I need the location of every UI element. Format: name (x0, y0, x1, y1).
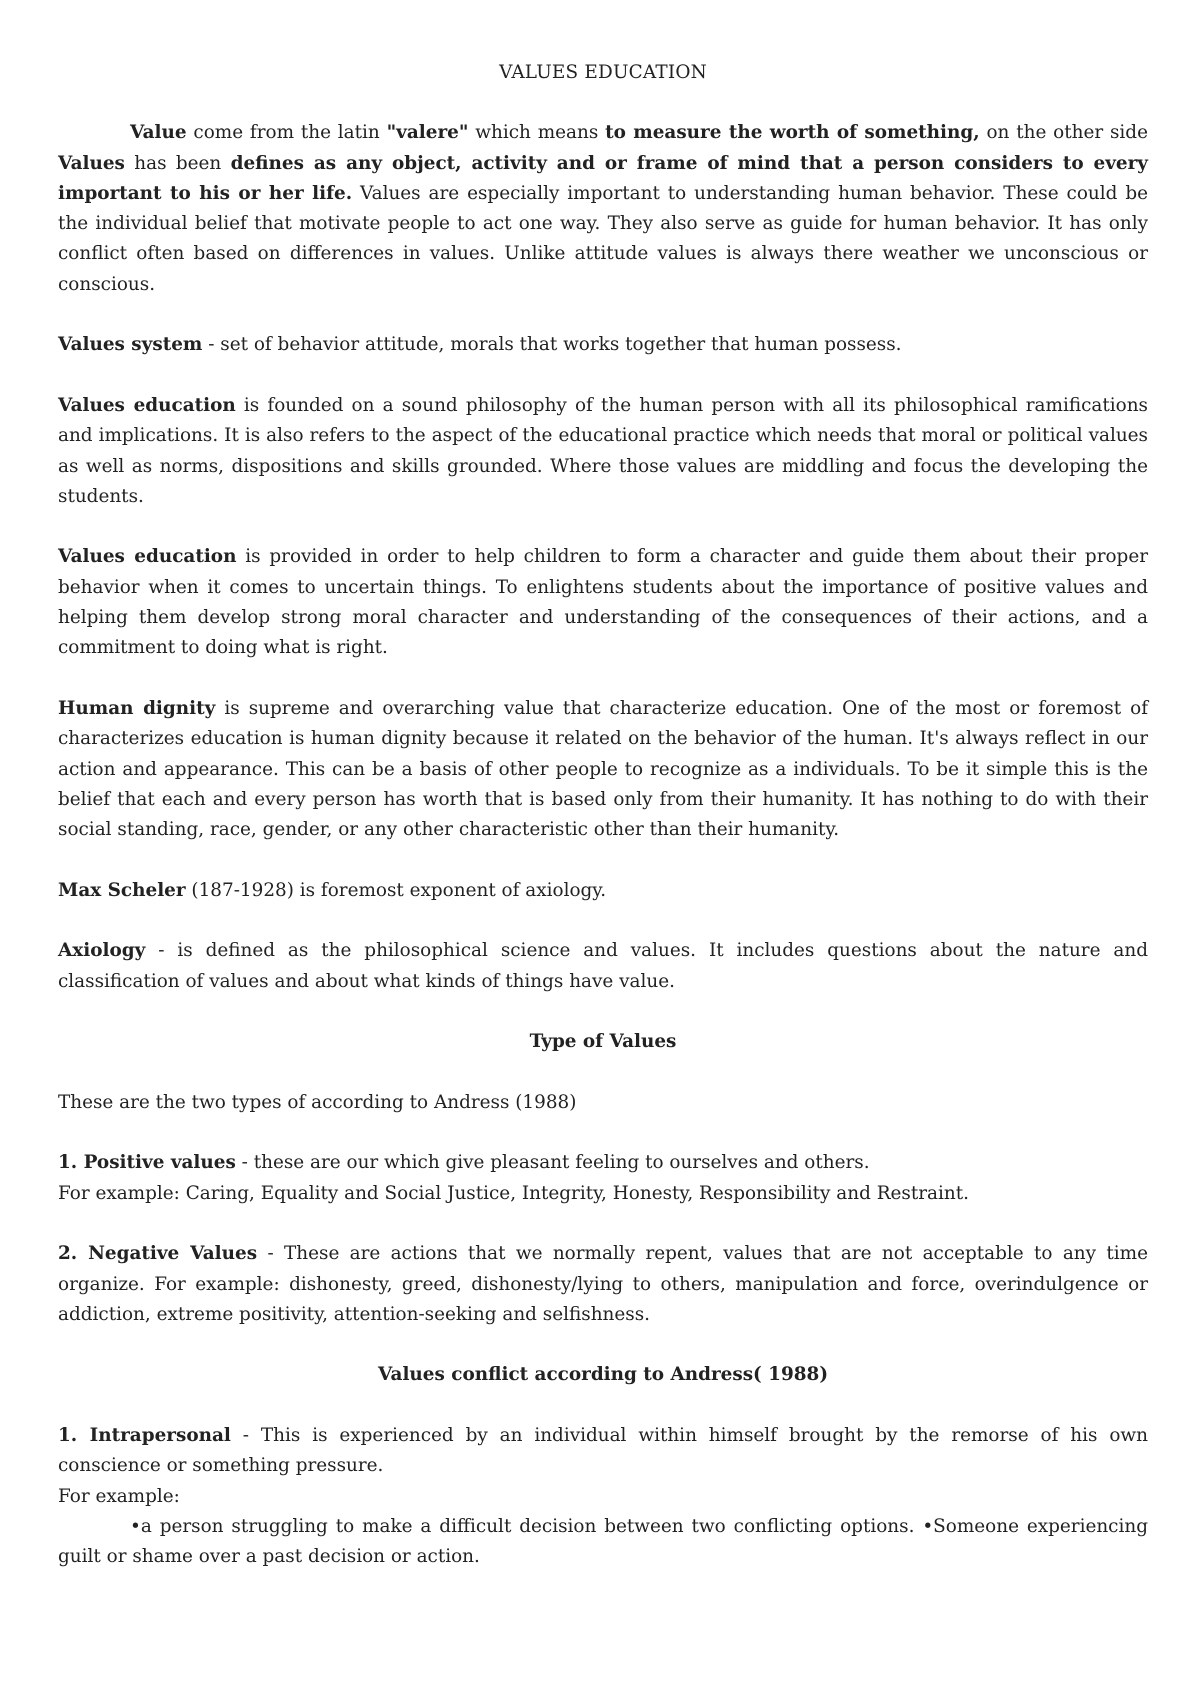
item-positive-values (58, 1148, 1148, 1178)
text-segment: which means (468, 122, 606, 144)
paragraph-value-definition (58, 118, 1148, 300)
heading-type-of-values: Type of Values (529, 1031, 677, 1053)
text-segment: - These are actions that we normally repent, values that are not acceptable to any time organize. For example: dishonesty, greed, dishonesty/lying to others, manipulation and force, overindulgence or addiction, extreme positivity, attention-seeking and selfishness. (58, 1243, 1148, 1325)
text-segment: come from the latin (186, 122, 387, 144)
term-values-education: Values education (58, 546, 237, 568)
term-values-system: Values system (58, 334, 203, 356)
text-segment: has been (124, 152, 231, 174)
term-values-education: Values education (58, 394, 236, 416)
term-human-dignity: Human dignity (58, 697, 216, 719)
text-segment: is supreme and overarching value that characterize education. One of the most or foremost of characterizes education is human dignity because it related on the behavior of the human. It's always reflect in our action and appearance. This can be a basis of other people to recognize as a individuals. To be it simple this is the belief that each and every person has worth that is based only from their humanity. It has nothing to do with their social standing, race, gender, or any other characteristic other than their humanity. (58, 697, 1148, 841)
text-segment: is provided in order to help children to form a character and guide them about their proper behavior when it comes to uncertain things. To enlightens students about the importance of positive values and helping them develop strong moral character and understanding of the consequences of their actions, and a commitment to doing what is right. (58, 546, 1148, 659)
term-positive-values: 1. Positive values (58, 1152, 236, 1174)
paragraph-axiology (58, 936, 1148, 997)
phrase-values-definition: defines as any object, activity and or frame of mind that a person considers to every important to his or her life. (58, 152, 1148, 204)
paragraph-types-intro: These are the two types of according to Andress (1988) (58, 1091, 577, 1113)
item-intrapersonal (58, 1421, 1148, 1482)
term-valere: "valere" (386, 122, 469, 144)
paragraph-human-dignity (58, 694, 1148, 845)
term-values: Values (58, 152, 125, 174)
heading-values-conflict: Values conflict according to Andress( 1988) (377, 1364, 829, 1386)
term-axiology: Axiology (58, 940, 146, 962)
term-intrapersonal: 1. Intrapersonal (58, 1425, 231, 1447)
text-segment: - these are our which give pleasant feeling to ourselves and others. (235, 1152, 870, 1174)
text-segment: - set of behavior attitude, morals that works together that human possess. (202, 334, 902, 356)
paragraph-values-system (58, 330, 1148, 360)
paragraph-values-education-1 (58, 391, 1148, 512)
text-segment: Values are especially important to understanding human behavior. These could be the individual belief that motivate people to act one way. They also serve as guide for human behavior. It has only conflict often based on differences in values. Unlike attitude values is always there weather we unconscious or conscious. (58, 182, 1148, 295)
item-negative-values (58, 1239, 1148, 1330)
term-value: Value (130, 122, 187, 144)
text-segment: on the other side (979, 122, 1148, 144)
text-segment: - This is experienced by an individual within himself brought by the remorse of his own conscience or something pressure. (58, 1425, 1148, 1477)
term-max-scheler: Max Scheler (58, 879, 186, 901)
intrapersonal-example-bullets: •a person struggling to make a difficult decision between two conflicting options. •Someone experiencing guilt or shame over a past decision or action. (58, 1515, 1148, 1568)
text-segment: (187-1928) is foremost exponent of axiology. (185, 879, 607, 901)
paragraph-max-scheler (58, 876, 1148, 906)
term-negative-values: 2. Negative Values (58, 1243, 258, 1265)
document-title: VALUES EDUCATION (499, 62, 707, 83)
phrase-measure-worth: to measure the worth of something, (605, 122, 980, 144)
paragraph-values-education-2 (58, 542, 1148, 663)
positive-values-example: For example: Caring, Equality and Social Justice, Integrity, Honesty, Responsibility and Restraint. (58, 1182, 969, 1204)
text-segment: is founded on a sound philosophy of the human person with all its philosophical ramifications and implications. It is also refers to the aspect of the educational practice which needs that moral or political values as well as norms, dispositions and skills grounded. Where those values are middling and focus the developing the students. (58, 394, 1148, 507)
text-segment: - is defined as the philosophical science and values. It includes questions about the nature and classification of values and about what kinds of things have value. (58, 940, 1148, 992)
intrapersonal-example-label: For example: (58, 1485, 180, 1507)
